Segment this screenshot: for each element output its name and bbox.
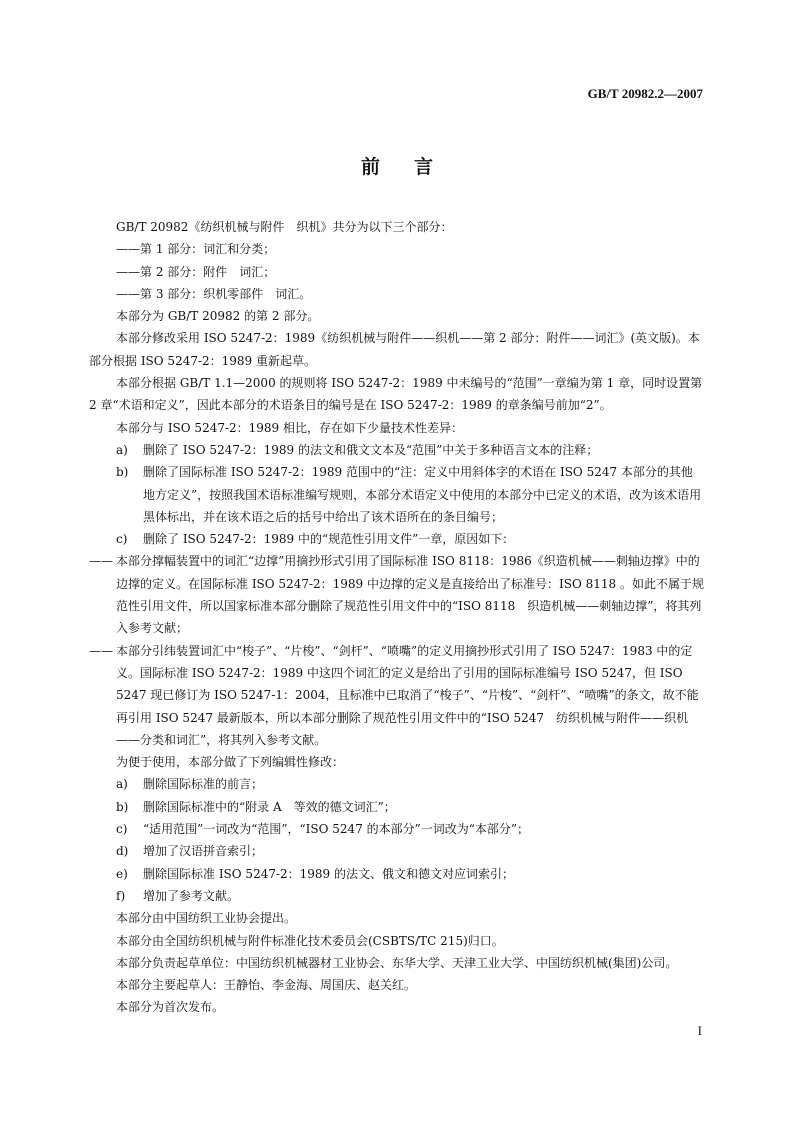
paragraph: 本部分为 GB/T 20982 的第 2 部分。 [116,309,320,324]
paragraph: 为便于使用，本部分做了下列编辑性修改： [116,755,345,770]
part-list-item: ——第 3 部分：织机零部件 词汇。 [116,286,312,301]
part-list-item: ——第 1 部分：词汇和分类； [116,242,276,257]
paragraph: 本部分由全国纺织机械与附件标准化技术委员会(CSBTS/TC 215)归口。 [116,933,504,948]
difference-item [89,461,704,528]
item-text: 删除国际标准的前言； [143,777,264,792]
item-marker: a) [116,777,128,792]
dash-marker: —— [89,643,113,658]
editorial-item [89,818,704,840]
paragraph: 本部分根据 GB/T 1.1—2000 的规则将 ISO 5247-2：1989 中未编号的“范围”一章编为第 1 章，同时设置第 2 章“术语和定义”，因此本部分的术语条目的编号是在 ISO 5247-2：1989 的章条编号前加“2”。 [89,376,703,413]
item-text: 删除了 ISO 5247-2：1989 中的“规范性引用文件”一章，原因如下： [143,532,515,547]
paragraph: 本部分由中国纺织工业协会提出。 [116,911,297,926]
difference-item [89,439,704,461]
paragraph: 本部分修改采用 ISO 5247-2：1989《纺织机械与附件——织机——第 2 部分：附件——词汇》(英文版)。本部分根据 ISO 5247-2：1989 重新起草。 [89,331,700,368]
item-text: “适用范围”一词改为“范围”，“ISO 5247 的本部分”一词改为“本部分”； [143,822,530,837]
item-marker: b) [116,799,129,814]
item-text: 增加了汉语拼音索引； [143,844,264,859]
item-text: 删除了 ISO 5247-2：1989 的法文和俄文文本及“范围”中关于多种语言文本的注释； [143,442,599,457]
item-text: 本部分撑幅装置中的词汇“边撑”用摘抄形式引用了国际标准 ISO 8118：1986《织造机械——刺轴边撑》中的边撑的定义。在国际标准 ISO 5247-2：1989 中边撑的定义是直接给出了标准号：ISO 8118 。如此不属于规范性引用文件，所以国家标准本部分删除了规范性引用文件中的“ISO 8118 织造机械——刺轴边撑”，将其列入参考文献； [116,554,704,636]
item-text: 本部分引纬装置词汇中“梭子”、“片梭”、“剑杆”、“喷嘴”的定义用摘抄形式引用了 ISO 5247：1983 中的定义。国际标准 ISO 5247-2：1989 中这四个词汇的定义是给出了引用的国际标准编号 ISO 5247，但 ISO 5247 现已修订为 ISO 5247-1：2004，且标准中已取消了“梭子”、“片梭”、“剑杆”、“喷嘴”的条文，故不能再引用 ISO 5247 最新版本，所以本部分删除了规范性引用文件中的“ISO 5247 纺织机械与附件——织机——分类和词汇”，将其列入参考文献。 [116,643,699,747]
item-text: 增加了参考文献。 [143,888,240,903]
item-marker: f) [116,888,126,903]
paragraph: 本部分与 ISO 5247-2：1989 相比，存在如下少量技术性差异： [116,420,464,435]
item-marker: e) [116,866,128,881]
item-marker: c) [116,532,128,547]
intro-paragraph: GB/T 20982《纺织机械与附件 织机》共分为以下三个部分： [116,220,453,234]
editorial-item [89,863,704,885]
item-text: 删除国际标准中的“附录 A 等效的德文词汇”； [143,799,396,814]
editorial-item [89,885,704,907]
dash-marker: —— [89,554,113,569]
editorial-item [89,840,704,862]
page-title: 前言 [360,156,467,178]
foreword-body [89,216,704,1019]
editorial-item [89,773,704,795]
part-list-item: ——第 2 部分：附件 词汇； [116,264,276,279]
item-marker: b) [116,465,129,480]
reason-item [89,550,704,639]
difference-item [89,528,704,550]
paragraph: 本部分为首次发布。 [116,1000,225,1015]
item-marker: a) [116,442,128,457]
paragraph: 本部分负责起草单位：中国纺织机械器材工业协会、东华大学、天津工业大学、中国纺织机械(集团)公司。 [116,955,678,970]
paragraph: 本部分主要起草人：王静怡、李金海、周国庆、赵关红。 [116,978,417,993]
item-text: 删除国际标准 ISO 5247-2：1989 的法文、俄文和德文对应词索引； [143,866,515,881]
editorial-item [89,796,704,818]
item-marker: d) [116,844,129,859]
item-marker: c) [116,822,128,837]
item-text: 删除了国际标准 ISO 5247-2：1989 范围中的“注：定义中用斜体字的术语在 ISO 5247 本部分的其他地方定义”，按照我国术语标准编写规则，本部分术语定义中使用的本部分中已定义的术语，改为该术语用黑体标出，并在该术语之后的括号中给出了该术语所在的条目编号； [143,465,702,524]
reason-item [89,640,704,751]
page-number: I [697,1023,702,1038]
standard-number: GB/T 20982.2—2007 [587,86,703,101]
